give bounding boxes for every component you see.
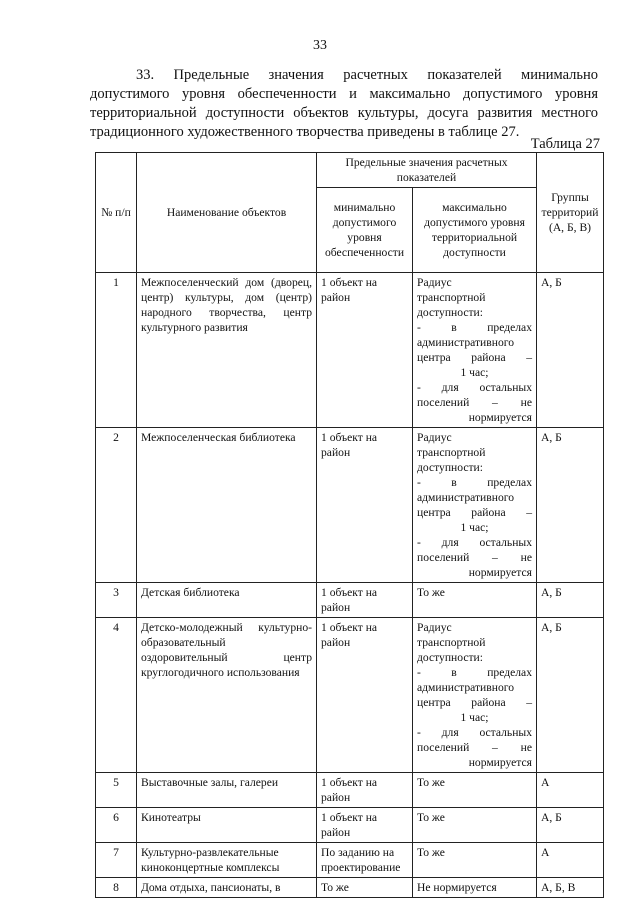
table-row	[96, 843, 604, 878]
row-num: 8	[96, 878, 137, 898]
row-min: 1 объект на район	[317, 583, 413, 618]
radius-line: доступности:	[417, 306, 483, 319]
row-groups: А, Б	[537, 808, 604, 843]
row-num: 7	[96, 843, 137, 878]
table-row	[96, 583, 604, 618]
row-groups: А	[537, 843, 604, 878]
culture-objects-table	[95, 152, 604, 898]
row-groups: А, Б	[537, 273, 604, 428]
radius-line: административного	[417, 336, 515, 349]
row-max: То же	[413, 773, 537, 808]
table-row	[96, 428, 604, 583]
row-groups: А, Б, В	[537, 878, 604, 898]
row-num: 5	[96, 773, 137, 808]
radius-line: Радиус	[417, 276, 452, 289]
radius-line: 1 час;	[460, 711, 489, 724]
radius-line: административного	[417, 491, 515, 504]
row-min: По заданию на проектирование	[317, 843, 413, 878]
page-number: 33	[313, 38, 327, 53]
header-num: № п/п	[96, 153, 137, 273]
row-max: То же	[413, 583, 537, 618]
radius-line: центра района –	[417, 696, 532, 709]
row-groups: А	[537, 773, 604, 808]
radius-line: нормируется	[468, 411, 532, 424]
row-min: 1 объект на район	[317, 618, 413, 773]
header-groups: Группы территорий (А, Б, В)	[537, 153, 604, 273]
row-min: 1 объект на район	[317, 773, 413, 808]
radius-line: - в пределах	[417, 666, 532, 679]
radius-line: - в пределах	[417, 476, 532, 489]
radius-line: транспортной	[417, 636, 486, 649]
table-header-row	[96, 153, 604, 188]
radius-line: центра района –	[417, 506, 532, 519]
header-max: максимально допустимого уровня территориальной доступности	[413, 188, 537, 273]
row-min: 1 объект на район	[317, 808, 413, 843]
row-max: Не нормируется	[413, 878, 537, 898]
intro-paragraph: 33. Предельные значения расчетных показателей минимально допустимого уровня обеспеченности и максимально допустимого уровня территориальной доступности объектов культуры, досуга развития местного традиционного художественного творчества приведены в таблице 27.	[90, 67, 598, 140]
row-min: 1 объект на район	[317, 428, 413, 583]
radius-line: 1 час;	[460, 521, 489, 534]
table-row	[96, 808, 604, 843]
radius-line: - в пределах	[417, 321, 532, 334]
table-row	[96, 773, 604, 808]
radius-line: доступности:	[417, 651, 483, 664]
radius-line: поселений – не	[417, 396, 532, 409]
radius-line: транспортной	[417, 291, 486, 304]
radius-line: административного	[417, 681, 515, 694]
row-num: 6	[96, 808, 137, 843]
radius-line: - для остальных	[417, 536, 532, 549]
radius-line: нормируется	[468, 756, 532, 769]
radius-line: доступности:	[417, 461, 483, 474]
table-row	[96, 618, 604, 773]
row-name: Межпоселенческий дом (дворец, центр) культуры, дом (центр) народного творчества, центр культурного развития	[137, 273, 317, 428]
row-name: Культурно-развлекательные киноконцертные комплексы	[137, 843, 317, 878]
radius-line: - для остальных	[417, 726, 532, 739]
row-name: Детская библиотека	[137, 583, 317, 618]
table-caption: Таблица 27	[530, 136, 600, 152]
row-min: 1 объект на район	[317, 273, 413, 428]
row-name: Межпоселенческая библиотека	[137, 428, 317, 583]
row-groups: А, Б	[537, 583, 604, 618]
row-name: Кинотеатры	[137, 808, 317, 843]
radius-line: транспортной	[417, 446, 486, 459]
row-min: То же	[317, 878, 413, 898]
row-groups: А, Б	[537, 428, 604, 583]
header-min: минимально допустимого уровня обеспеченности	[317, 188, 413, 273]
row-max	[413, 273, 537, 428]
row-name: Выставочные залы, галереи	[137, 773, 317, 808]
header-name: Наименование объектов	[137, 153, 317, 273]
radius-line: Радиус	[417, 621, 452, 634]
radius-line: поселений – не	[417, 551, 532, 564]
row-max	[413, 618, 537, 773]
row-groups: А, Б	[537, 618, 604, 773]
row-num: 3	[96, 583, 137, 618]
table-row	[96, 878, 604, 898]
row-num: 4	[96, 618, 137, 773]
row-name: Детско-молодежный культурно-образовательный оздоровительный центр круглогодичного использования	[137, 618, 317, 773]
radius-line: нормируется	[468, 566, 532, 579]
radius-line: 1 час;	[460, 366, 489, 379]
row-num: 2	[96, 428, 137, 583]
row-name: Дома отдыха, пансионаты, в	[137, 878, 317, 898]
radius-line: - для остальных	[417, 381, 532, 394]
row-max	[413, 428, 537, 583]
row-num: 1	[96, 273, 137, 428]
radius-line: поселений – не	[417, 741, 532, 754]
row-max: То же	[413, 808, 537, 843]
radius-line: Радиус	[417, 431, 452, 444]
row-max: То же	[413, 843, 537, 878]
header-limits: Предельные значения расчетных показателей	[317, 153, 537, 188]
radius-line: центра района –	[417, 351, 532, 364]
table-row	[96, 273, 604, 428]
